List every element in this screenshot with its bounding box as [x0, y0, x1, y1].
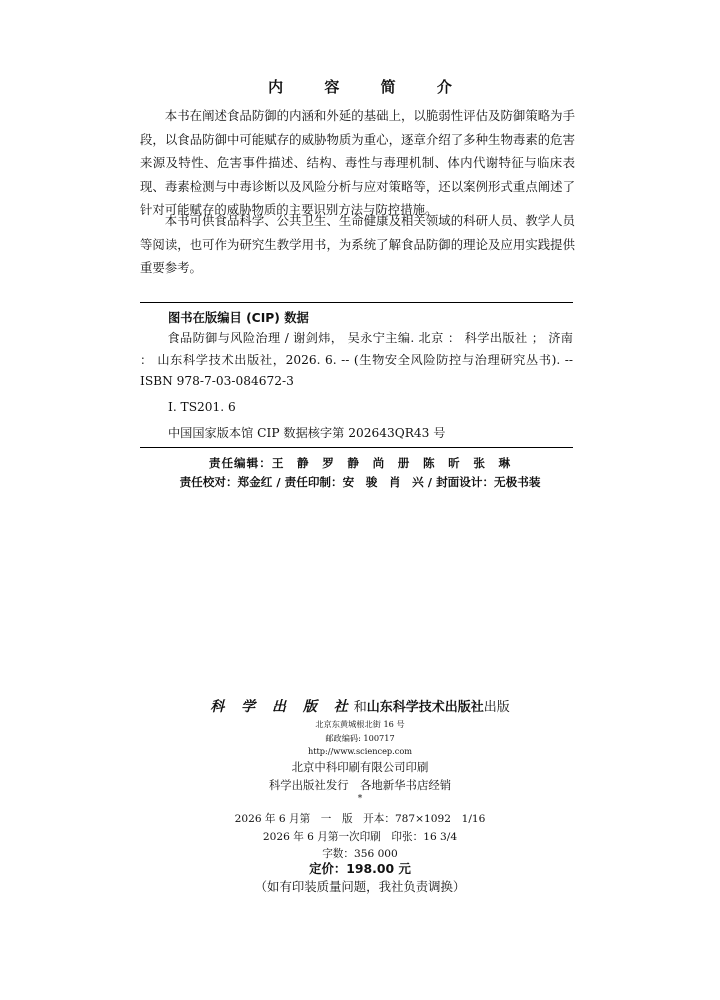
summary-paragraph-1-text: 本书在阐述食品防御的内涵和外延的基础上，以脆弱性评估及防御策略为手段，以食品防御中可能赋存的威胁物质为重心，逐章介绍了多种生物毒素的危害来源及特性、危害事件描述、结构、毒性与毒理机制、体内代谢特征与临床表现、毒素检测与中毒诊断以及风险分析与应对策略等，还以案例形式重点阐述了针对可能赋存的威胁物质的主要识别方法与防控措施。: [140, 108, 575, 217]
word-count: 字数：356 000: [322, 848, 398, 860]
summary-paragraph-2: [140, 209, 575, 280]
publisher-1: 科 学 出 版 社: [210, 699, 354, 715]
edition-line: 2026 年 6 月第 一 版 开本：787×1092 1/16: [234, 813, 486, 825]
publisher-conj: 和: [353, 700, 367, 715]
cip-bottom-rule: [140, 447, 573, 448]
publisher-2: 山东科学技术出版社: [366, 700, 484, 715]
cip-record-number: 中国国家版本馆 CIP 数据核字第 202643QR43 号: [168, 426, 446, 440]
summary-paragraph-1: [140, 104, 575, 222]
publisher-line: [0, 696, 720, 716]
cip-heading: 图书在版编目 (CIP) 数据: [168, 311, 309, 325]
distribution-line: 科学出版社发行 各地新华书店经销: [268, 778, 452, 792]
printing-line: 2026 年 6 月第一次印刷 印张：16 3/4: [262, 831, 458, 843]
publisher-website: http://www.sciencep.com: [307, 746, 413, 756]
printer-line: 北京中科印刷有限公司印刷: [291, 760, 429, 774]
summary-paragraph-2-text: 本书可供食品科学、公共卫生、生命健康及相关领域的科研人员、教学人员等阅读，也可作为研究生教学用书，为系统了解食品防御的理论及应用实践提供重要参考。: [140, 213, 575, 275]
cip-main-entry: 食品防御与风险治理 / 谢剑炜， 吴永宁主编. 北京 ： 科学出版社 ； 济南 ： 山东科学技术出版社，2026. 6. -- (生物安全风险防控与治理研究丛书). -- ISBN 978-7-03-084672-3: [140, 331, 573, 388]
publisher-address: 北京东黄城根北街 16 号: [315, 719, 405, 729]
quality-notice: （如有印装质量问题，我社负责调换）: [254, 879, 466, 894]
editor-credits: 责任编辑：王 静 罗 静 尚 册 陈 昕 张 琳: [208, 456, 512, 470]
separator-star: *: [357, 794, 363, 804]
cip-classification: Ⅰ. TS201. 6: [168, 400, 236, 414]
cip-top-rule: [140, 302, 573, 303]
publisher-suffix: 出版: [483, 700, 510, 715]
proof-print-design-credits: 责任校对：郑金红 / 责任印制：安 骏 肖 兴 / 封面设计：无极书装: [179, 475, 541, 489]
summary-title: 内 容 简 介: [268, 78, 470, 96]
publisher-postcode: 邮政编码: 100717: [325, 733, 395, 743]
price: 定价：198.00 元: [309, 861, 411, 876]
